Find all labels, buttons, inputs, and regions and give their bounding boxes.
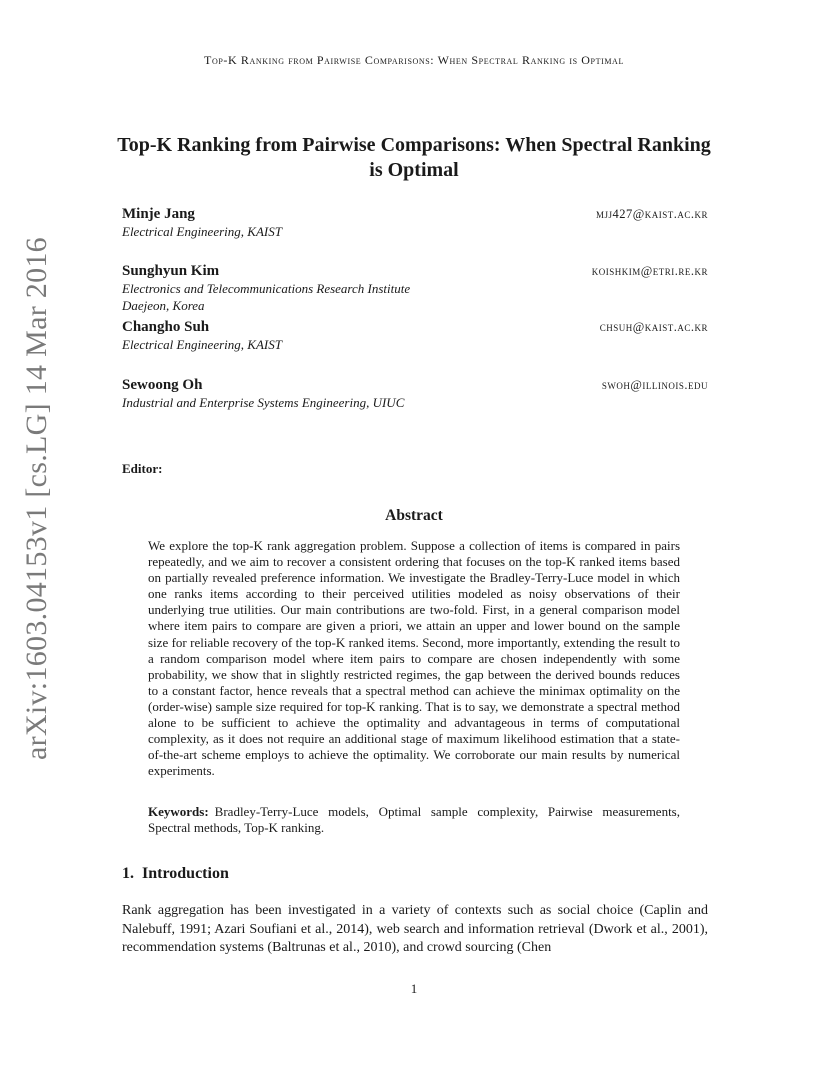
page-number: 1: [410, 981, 418, 996]
running-head: Top-K Ranking from Pairwise Comparisons: When Spectral Ranking is Optimal: [204, 53, 624, 67]
author-block: [122, 319, 708, 353]
author-email[interactable]: koishkim@etri.re.kr: [591, 264, 708, 278]
section-number: 1.: [122, 865, 134, 882]
author-affiliation: Electrical Engineering, KAIST: [122, 224, 282, 239]
keywords-text: Bradley-Terry-Luce models, Optimal sample complexity, Pairwise measurements, Spectral methods, Top-K ranking.: [148, 804, 680, 836]
author-email[interactable]: swoh@illinois.edu: [601, 378, 708, 392]
section-heading: [122, 865, 229, 883]
author-block: [122, 263, 708, 314]
author-affiliation: Electronics and Telecommunications Research Institute: [122, 281, 411, 296]
author-affiliation: Electrical Engineering, KAIST: [122, 337, 282, 352]
author-email[interactable]: mjj427@kaist.ac.kr: [595, 207, 708, 221]
keywords-label: Keywords:: [148, 804, 209, 819]
editor-label: Editor:: [122, 461, 163, 476]
author-name: Changho Suh: [122, 319, 210, 335]
author-block: [122, 377, 708, 411]
author-name: Sunghyun Kim: [122, 263, 220, 279]
author-name: Minje Jang: [122, 206, 195, 222]
keywords: [148, 804, 680, 836]
abstract-heading: Abstract: [385, 507, 443, 524]
author-location: Daejeon, Korea: [122, 298, 205, 313]
intro-paragraph: Rank aggregation has been investigated in a variety of contexts such as social choice (Caplin and Nalebuff, 1991; Azari Soufiani et al., 2014), web search and information retrieval (Dwork et al., 2001), recommendation systems (Baltrunas et al., 2010), and crowd sourcing (Chen: [122, 903, 708, 956]
author-affiliation: Industrial and Enterprise Systems Engineering, UIUC: [122, 395, 405, 410]
author-block: [122, 206, 708, 240]
abstract-text: We explore the top-K rank aggregation problem. Suppose a collection of items is compared in pairs repeatedly, and we aim to recover a consistent ordering that focuses on the top-K ranked items based on partially revealed preference information. We investigate the Bradley-Terry-Luce model in which one ranks items according to their perceived utilities modeled as noisy observations of their underlying true utilities. Our main contributions are two-fold. First, in a general comparison model where item pairs to compare are given a priori, we attain an upper and lower bound on the sample size for reliable recovery of the top-K ranked items. Second, more importantly, extending the result to a random comparison model where item pairs to compare are chosen independently with some probability, we show that in slightly restricted regimes, the gap between the derived bounds reduces to a constant factor, hence reveals that a spectral method can achieve the minimax optimality on the (order-wise) sample size required for top-K ranking. That is to say, we demonstrate a spectral method alone to be sufficient to achieve the optimality and advantageous in terms of computational complexity, as it does not require an additional stage of maximum likelihood estimation that a state-of-the-art scheme employs to achieve the optimality. We corroborate our main results by numerical experiments.: [148, 538, 680, 779]
arxiv-stamp[interactable]: arXiv:1603.04153v1 [cs.LG] 14 Mar 2016: [20, 237, 53, 760]
author-email[interactable]: chsuh@kaist.ac.kr: [599, 320, 708, 334]
author-name: Sewoong Oh: [122, 377, 203, 393]
paper-title: Top-K Ranking from Pairwise Comparisons: When Spectral Ranking is Optimal: [117, 134, 711, 181]
section-title: Introduction: [142, 865, 229, 882]
